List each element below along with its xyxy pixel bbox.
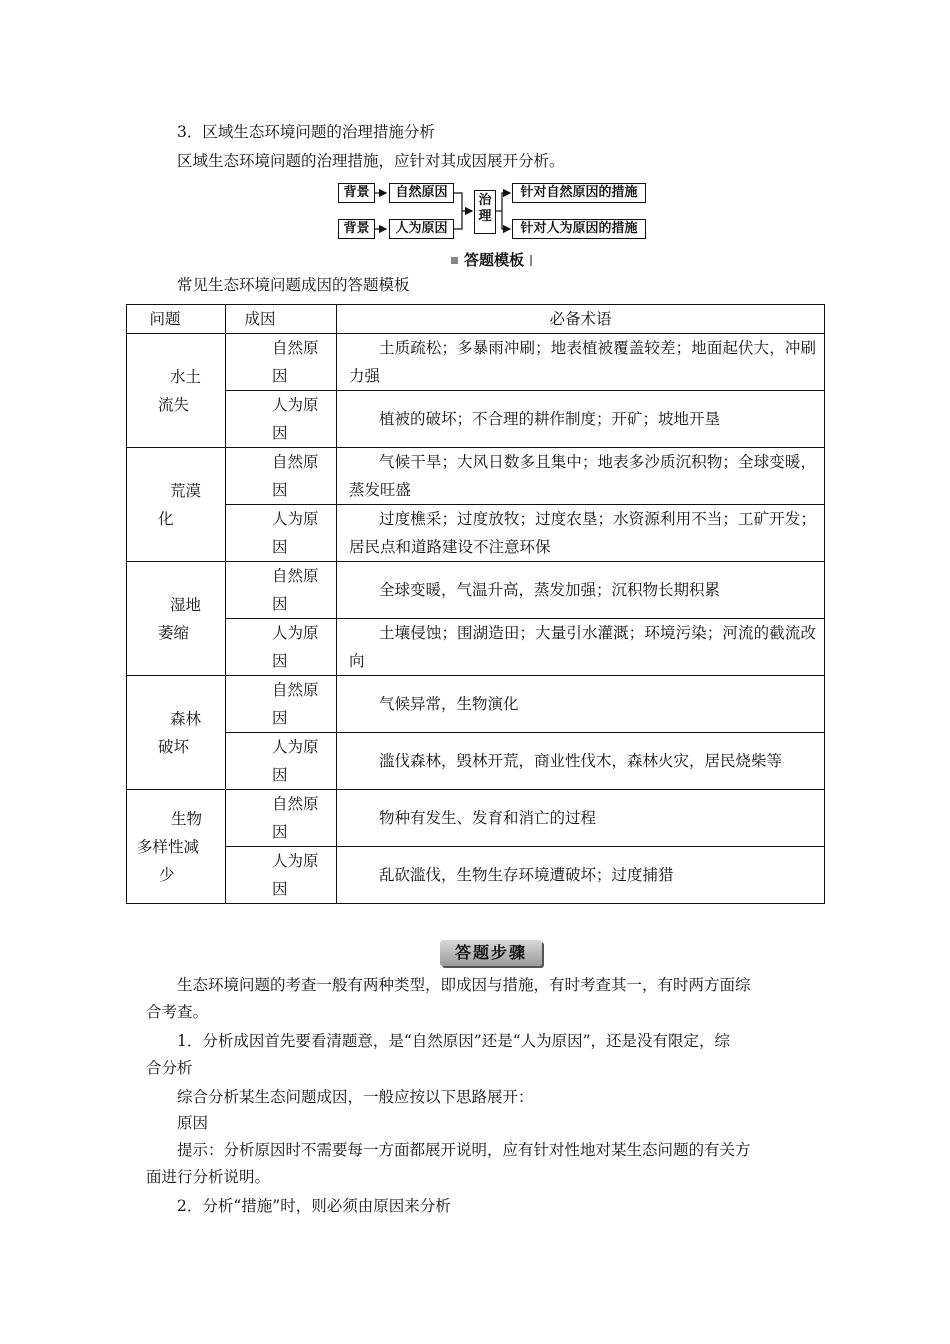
terms-cell: 植被的破坏；不合理的耕作制度；开矿；坡地开垦 xyxy=(337,391,825,448)
governance-char-1: 治 xyxy=(478,193,492,208)
template-heading xyxy=(451,249,532,270)
terms-cell: 土质疏松；多暴雨冲刷；地表植被覆盖较差；地面起伏大，冲刷力强 xyxy=(337,334,825,391)
governance-char-2: 理 xyxy=(478,209,492,224)
cause-cell: 自然原 因 xyxy=(226,790,337,847)
cause-cell: 自然原 因 xyxy=(226,448,337,505)
steps-paragraph-6: 2．分析“措施”时，则必须由原因来分析 xyxy=(177,1197,451,1215)
terms-cell: 气候干旱；大风日数多且集中；地表多沙质沉积物；全球变暖，蒸发旺盛 xyxy=(337,448,825,505)
cause-cell: 人为原 因 xyxy=(226,505,337,562)
cause-cell: 自然原 因 xyxy=(226,562,337,619)
steps-paragraph-4: 原因 xyxy=(177,1114,209,1132)
diagram-natural-cause-box: 自然原因 xyxy=(389,183,454,203)
table-row xyxy=(127,619,825,676)
header-cause: 成因 xyxy=(226,305,337,334)
template-heading-text: 答题模板 xyxy=(464,251,525,269)
heading-bar-icon xyxy=(530,255,532,266)
terms-cell: 土壤侵蚀；围湖造田；大量引水灌溉；环境污染；河流的截流改向 xyxy=(337,619,825,676)
diagram-background-box-1: 背景 xyxy=(338,183,375,203)
section3-intro: 区域生态环境问题的治理措施，应针对其成因展开分析。 xyxy=(177,152,565,170)
terms-cell: 过度樵采；过度放牧；过度农垦；水资源利用不当；工矿开发；居民点和道路建设不注意环保 xyxy=(337,505,825,562)
problem-cell: 湿地 萎缩 xyxy=(127,562,226,676)
problem-cell: 生物 多样性减 少 xyxy=(127,790,226,904)
table-row xyxy=(127,334,825,391)
steps-paragraph-3: 综合分析某生态问题成因，一般应按以下思路展开： xyxy=(177,1088,534,1106)
problem-cell: 水土 流失 xyxy=(127,334,226,448)
table-row xyxy=(127,391,825,448)
diagram-human-measure-box: 针对人为原因的措施 xyxy=(512,219,646,239)
table-header-row xyxy=(127,305,825,334)
table-caption: 常见生态环境问题成因的答题模板 xyxy=(177,276,410,294)
table-row xyxy=(127,562,825,619)
section3-heading: 3．区域生态环境问题的治理措施分析 xyxy=(177,123,435,141)
cause-cell: 自然原 因 xyxy=(226,676,337,733)
steps-paragraph-5a: 提示：分析原因时不需要每一方面都展开说明，应有针对性地对某生态问题的有关方 xyxy=(177,1141,751,1159)
table-row xyxy=(127,448,825,505)
cause-template-table xyxy=(126,304,825,904)
terms-cell: 滥伐森林，毁林开荒，商业性伐木，森林火灾，居民烧柴等 xyxy=(337,733,825,790)
terms-cell: 全球变暖，气温升高，蒸发加强；沉积物长期积累 xyxy=(337,562,825,619)
table-row xyxy=(127,790,825,847)
cause-cell: 人为原 因 xyxy=(226,391,337,448)
steps-paragraph-1a: 生态环境问题的考查一般有两种类型，即成因与措施，有时考查其一，有时两方面综 xyxy=(177,976,751,994)
diagram-governance-box xyxy=(474,190,496,234)
header-terms: 必备术语 xyxy=(337,305,825,334)
diagram-human-cause-box: 人为原因 xyxy=(389,219,454,239)
diagram-natural-measure-box: 针对自然原因的措施 xyxy=(512,183,646,203)
header-problem: 问题 xyxy=(127,305,226,334)
diagram-background-box-2: 背景 xyxy=(338,219,375,239)
table-row xyxy=(127,676,825,733)
cause-cell: 自然原 因 xyxy=(226,334,337,391)
steps-paragraph-2b: 合分析 xyxy=(146,1059,193,1077)
heading-square-icon xyxy=(451,257,458,264)
table-row xyxy=(127,847,825,904)
steps-paragraph-2a: 1．分析成因首先要看清题意，是“自然原因”还是“人为原因”，还是没有限定，综 xyxy=(177,1032,731,1050)
table-row xyxy=(127,505,825,562)
problem-cell: 森林 破坏 xyxy=(127,676,226,790)
problem-cell: 荒漠 化 xyxy=(127,448,226,562)
terms-cell: 气候异常，生物演化 xyxy=(337,676,825,733)
cause-cell: 人为原 因 xyxy=(226,619,337,676)
steps-paragraph-5b: 面进行分析说明。 xyxy=(146,1168,271,1186)
cause-cell: 人为原 因 xyxy=(226,847,337,904)
steps-paragraph-1b: 合考查。 xyxy=(146,1003,209,1021)
terms-cell: 物种有发生、发育和消亡的过程 xyxy=(337,790,825,847)
table-row xyxy=(127,733,825,790)
cause-cell: 人为原 因 xyxy=(226,733,337,790)
terms-cell: 乱砍滥伐，生物生存环境遭破坏；过度捕猎 xyxy=(337,847,825,904)
steps-heading: 答题步骤 xyxy=(440,940,542,966)
